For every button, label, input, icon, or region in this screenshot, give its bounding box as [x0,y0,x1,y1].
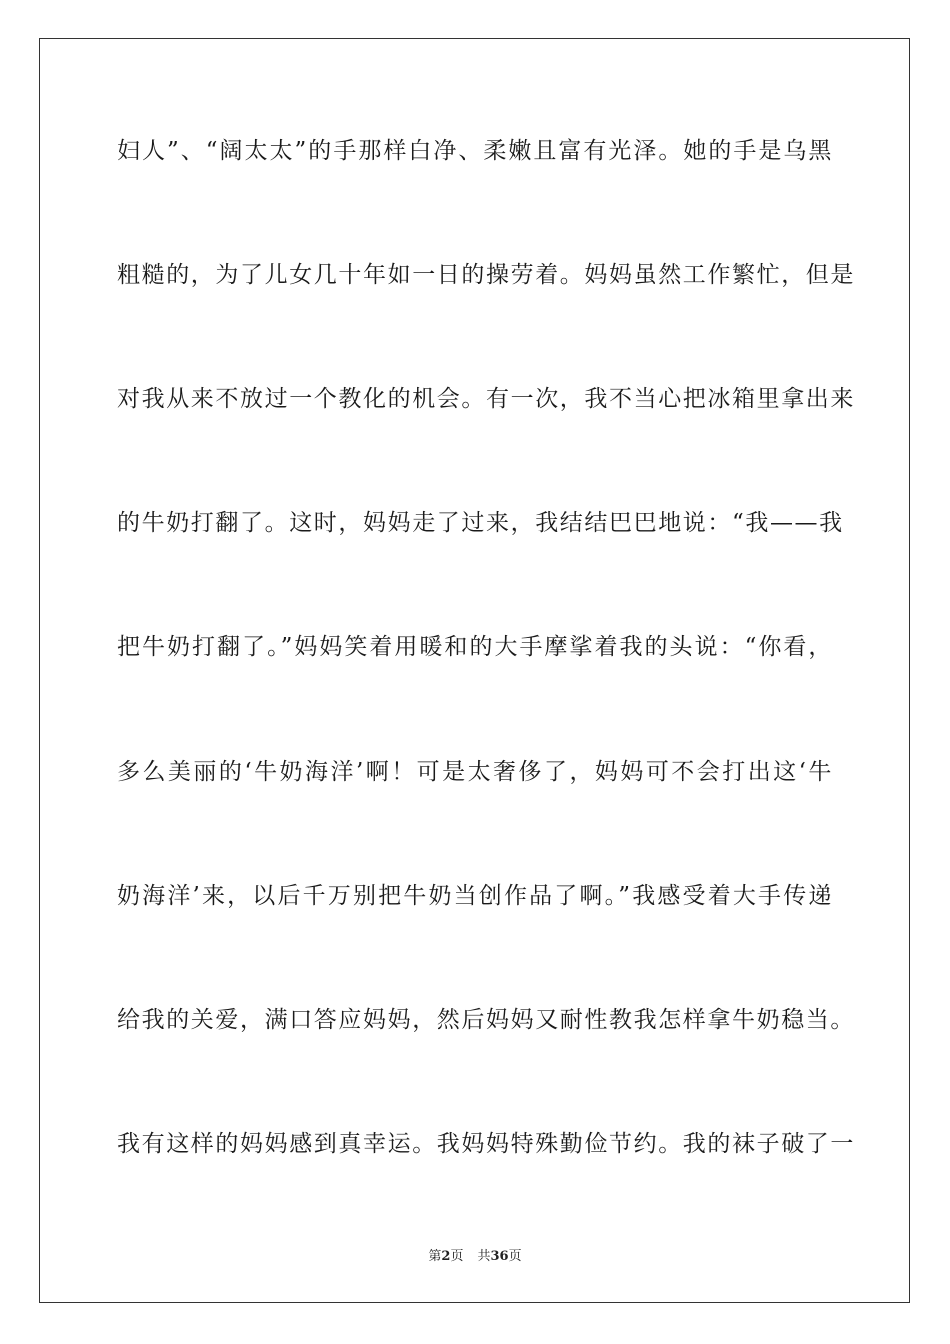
page-prefix: 第 [428,1249,442,1264]
page-border [39,38,910,1303]
body-text-line: 的牛奶打翻了。这时，妈妈走了过来，我结结巴巴地说：“我——我 [117,510,844,536]
total-pages: 36 [490,1249,509,1264]
body-text-line: 妇人”、“阔太太”的手那样白净、柔嫩且富有光泽。她的手是乌黑 [117,138,833,164]
body-text-line: 给我的关爱，满口答应妈妈，然后妈妈又耐性教我怎样拿牛奶稳当。 [117,1007,855,1033]
body-text-line: 把牛奶打翻了。”妈妈笑着用暖和的大手摩挲着我的头说：“你看， [117,634,833,660]
body-text-line: 对我从来不放过一个教化的机会。有一次，我不当心把冰箱里拿出来 [117,386,855,412]
total-suffix: 页 [508,1249,522,1264]
page-suffix: 页 [450,1249,464,1264]
body-text-line: 奶海洋’来，以后千万别把牛奶当创作品了啊。”我感受着大手传递 [117,883,833,909]
body-text-line: 多么美丽的‘牛奶海洋’啊！可是太奢侈了，妈妈可不会打出这‘牛 [117,759,833,785]
page-number: 2 [441,1249,451,1264]
body-text-line: 我有这样的妈妈感到真幸运。我妈妈特殊勤俭节约。我的袜子破了一 [117,1131,855,1157]
body-text-line: 粗糙的，为了儿女几十年如一日的操劳着。妈妈虽然工作繁忙，但是 [117,262,855,288]
page-footer [0,1248,950,1266]
total-prefix: 共 [477,1249,491,1264]
